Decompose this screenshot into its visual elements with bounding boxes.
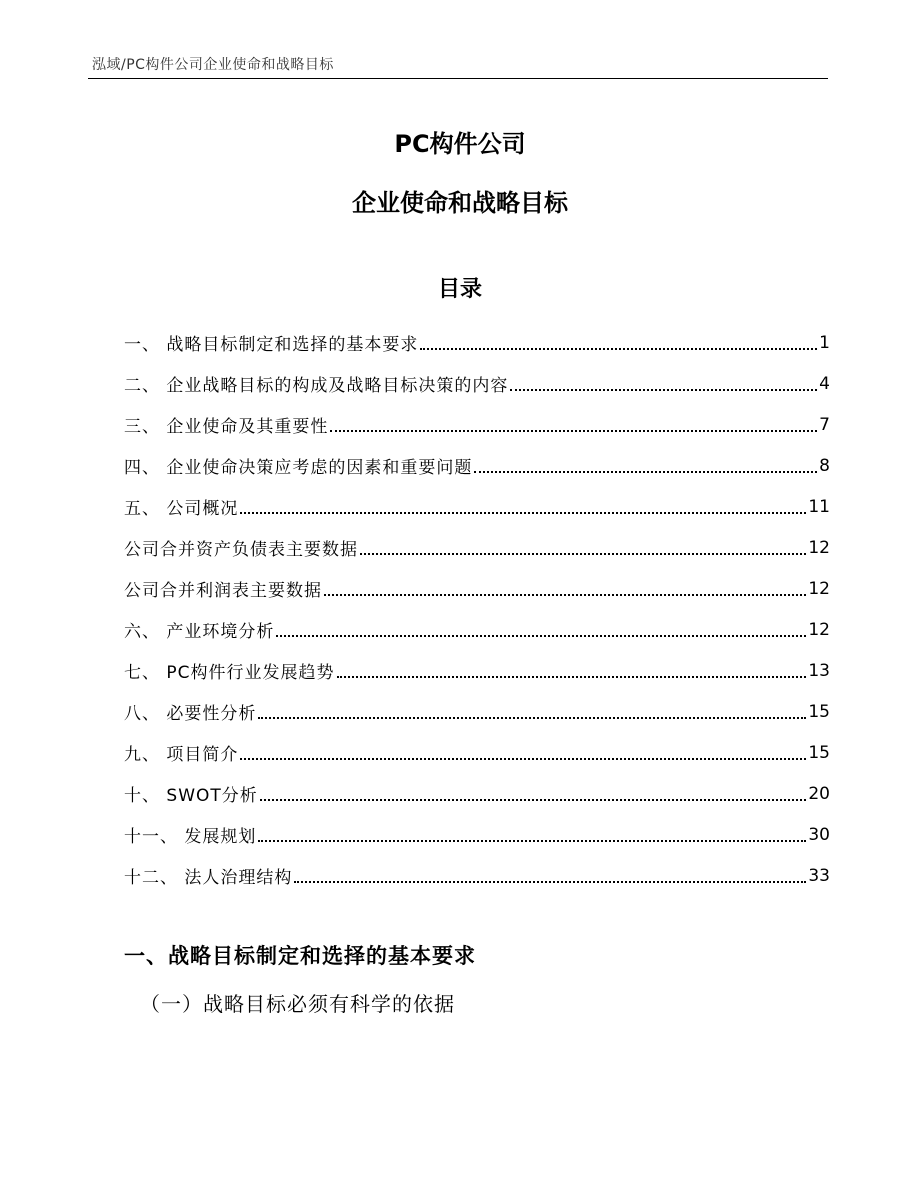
toc-entry[interactable] xyxy=(124,732,830,773)
toc-entry-page: 20 xyxy=(808,783,830,804)
toc-leader-dots xyxy=(330,429,817,432)
subsection-heading: （一）战略目标必须有科学的依据 xyxy=(140,992,455,1016)
toc-leader-dots xyxy=(240,757,806,760)
toc-leader-dots xyxy=(474,470,817,473)
toc-entry-text: 三、 企业使命及其重要性 xyxy=(124,417,329,437)
toc-entry-page: 13 xyxy=(808,660,830,681)
toc-entry-page: 11 xyxy=(808,496,830,517)
toc-leader-dots xyxy=(276,634,806,637)
table-of-contents xyxy=(124,322,830,896)
toc-entry-text: 八、 必要性分析 xyxy=(124,704,257,724)
running-header: 泓域/PC构件公司企业使命和战略目标 xyxy=(92,57,334,73)
toc-entry-page: 7 xyxy=(819,414,830,435)
toc-leader-dots xyxy=(258,716,806,719)
toc-entry-page: 15 xyxy=(808,701,830,722)
toc-leader-dots xyxy=(258,839,806,842)
toc-entry-page: 8 xyxy=(819,455,830,476)
toc-entry-text: 二、 企业战略目标的构成及战略目标决策的内容 xyxy=(124,376,509,396)
toc-entry[interactable] xyxy=(124,855,830,896)
toc-entry-text: 五、 公司概况 xyxy=(124,499,239,519)
toc-entry[interactable] xyxy=(124,445,830,486)
toc-entry-text: 九、 项目简介 xyxy=(124,745,239,765)
toc-leader-dots xyxy=(324,593,806,596)
toc-entry-text: 七、 PC构件行业发展趋势 xyxy=(124,663,335,683)
toc-entry-text: 四、 企业使命决策应考虑的因素和重要问题 xyxy=(124,458,473,478)
toc-leader-dots xyxy=(260,798,807,801)
toc-entry-page: 4 xyxy=(819,373,830,394)
toc-entry-text: 十、 SWOT分析 xyxy=(124,786,258,806)
toc-entry[interactable] xyxy=(124,773,830,814)
toc-heading: 目录 xyxy=(437,277,482,302)
toc-entry[interactable] xyxy=(124,404,830,445)
toc-entry-page: 33 xyxy=(808,865,830,886)
toc-entry[interactable] xyxy=(124,527,830,568)
toc-leader-dots xyxy=(337,675,807,678)
toc-entry-text: 公司合并利润表主要数据 xyxy=(124,581,322,601)
toc-leader-dots xyxy=(420,347,817,350)
toc-entry[interactable] xyxy=(124,486,830,527)
toc-entry[interactable] xyxy=(124,363,830,404)
toc-entry-text: 一、 战略目标制定和选择的基本要求 xyxy=(124,335,419,355)
toc-entry[interactable] xyxy=(124,650,830,691)
toc-entry-text: 十一、 发展规划 xyxy=(124,827,257,847)
toc-entry[interactable] xyxy=(124,691,830,732)
toc-entry-page: 30 xyxy=(808,824,830,845)
document-title: PC构件公司 xyxy=(394,130,526,158)
toc-entry-text: 十二、 法人治理结构 xyxy=(124,868,293,888)
toc-entry[interactable] xyxy=(124,568,830,609)
toc-entry[interactable] xyxy=(124,322,830,363)
toc-leader-dots xyxy=(360,552,806,555)
section-heading: 一、战略目标制定和选择的基本要求 xyxy=(124,944,476,968)
toc-entry-text: 六、 产业环境分析 xyxy=(124,622,275,642)
toc-entry[interactable] xyxy=(124,814,830,855)
toc-entry-text: 公司合并资产负债表主要数据 xyxy=(124,540,358,560)
toc-entry-page: 12 xyxy=(808,619,830,640)
toc-entry[interactable] xyxy=(124,609,830,650)
toc-leader-dots xyxy=(240,511,806,514)
toc-entry-page: 1 xyxy=(819,332,830,353)
toc-leader-dots xyxy=(510,388,817,391)
toc-entry-page: 12 xyxy=(808,537,830,558)
header-divider xyxy=(88,78,828,79)
toc-entry-page: 15 xyxy=(808,742,830,763)
document-subtitle: 企业使命和战略目标 xyxy=(352,189,568,217)
toc-leader-dots xyxy=(294,880,806,883)
toc-entry-page: 12 xyxy=(808,578,830,599)
